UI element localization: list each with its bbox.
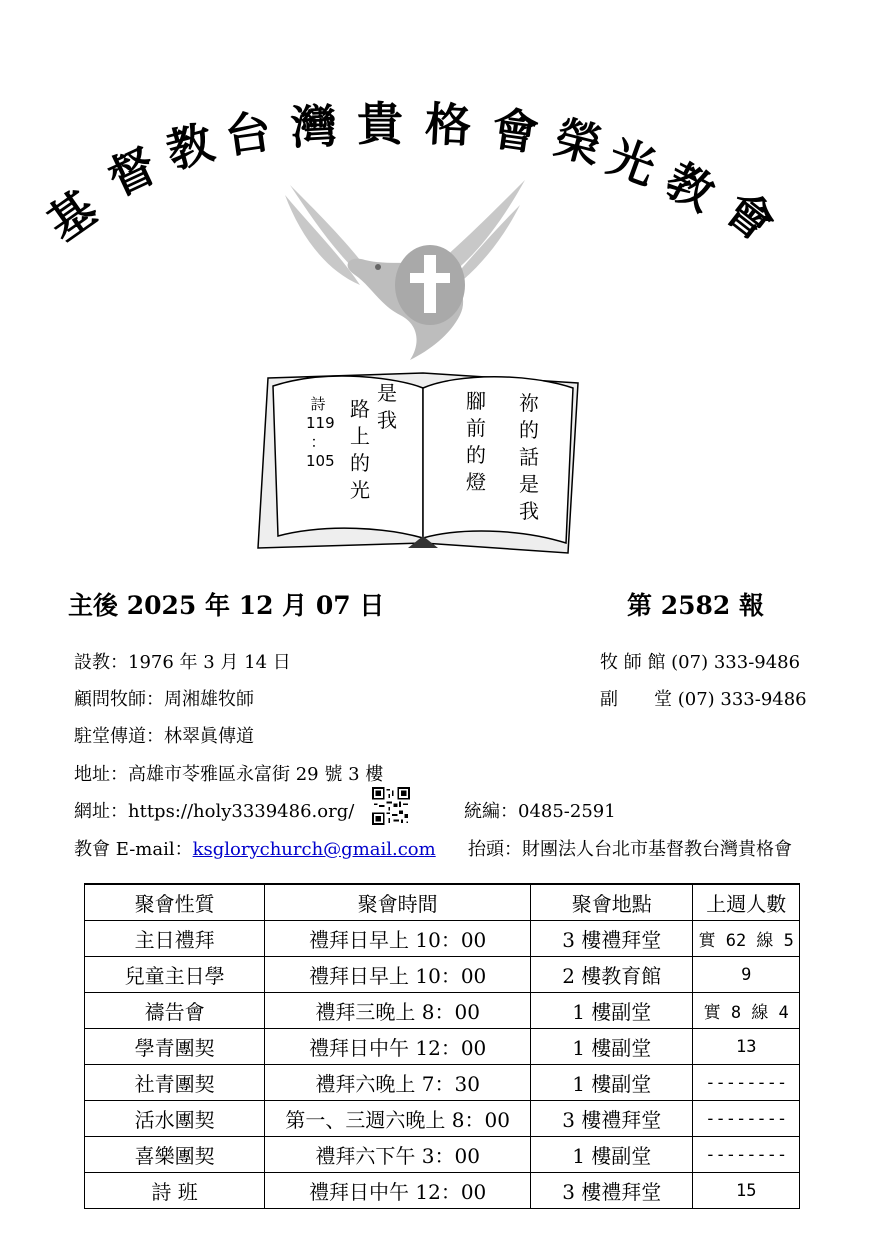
table-cell: -------- bbox=[693, 1101, 800, 1137]
title-char: 會 bbox=[715, 180, 785, 252]
table-row bbox=[85, 1137, 800, 1173]
table-cell: 禮拜日早上 10：00 bbox=[265, 921, 531, 957]
title-char: 貴 bbox=[357, 97, 403, 151]
header-meeting-type: 聚會性質 bbox=[85, 884, 265, 921]
header-meeting-time: 聚會時間 bbox=[265, 884, 531, 921]
table-cell: 實 62 線 5 bbox=[693, 921, 800, 957]
table-cell: 詩 班 bbox=[85, 1173, 265, 1209]
parsonage-phone: 牧 師 館 (07) 333-9486 bbox=[600, 652, 801, 673]
resident-preacher: 駐堂傳道：林翠眞傳道 bbox=[74, 726, 254, 747]
verse-reference: 詩 119 ： 105 bbox=[306, 395, 335, 470]
table-cell: 禮拜日早上 10：00 bbox=[265, 957, 531, 993]
table-cell: 禮拜日中午 12：00 bbox=[265, 1029, 531, 1065]
table-cell: 實 8 線 4 bbox=[693, 993, 800, 1029]
table-cell: 15 bbox=[693, 1173, 800, 1209]
table-row bbox=[85, 957, 800, 993]
bulletin-date: 主後 2025 年 12 月 07 日 bbox=[68, 591, 385, 620]
table-cell: -------- bbox=[693, 1137, 800, 1173]
title-char: 教 bbox=[657, 152, 723, 222]
title-char: 教 bbox=[160, 114, 220, 180]
email-label: 教會 E-mail： bbox=[74, 839, 193, 860]
table-row bbox=[85, 1173, 800, 1209]
side-hall-phone: 副 堂 (07) 333-9486 bbox=[600, 689, 807, 710]
table-cell: -------- bbox=[693, 1065, 800, 1101]
table-cell: 13 bbox=[693, 1029, 800, 1065]
table-cell: 禱告會 bbox=[85, 993, 265, 1029]
table-row bbox=[85, 993, 800, 1029]
header-last-week-count: 上週人數 bbox=[693, 884, 800, 921]
title-char: 光 bbox=[601, 128, 663, 196]
table-cell: 9 bbox=[693, 957, 800, 993]
table-row bbox=[85, 1065, 800, 1101]
table-row bbox=[85, 921, 800, 957]
title-char: 基 bbox=[37, 180, 107, 252]
table-cell: 活水團契 bbox=[85, 1101, 265, 1137]
verse-col-5: 祢 的 話 是 我 bbox=[519, 391, 539, 523]
table-cell: 3 樓禮拜堂 bbox=[531, 1173, 693, 1209]
table-cell: 禮拜六下午 3：00 bbox=[265, 1137, 531, 1173]
meeting-schedule-table bbox=[84, 883, 800, 1209]
table-cell: 3 樓禮拜堂 bbox=[531, 1101, 693, 1137]
church-address: 地址：高雄市苓雅區永富街 29 號 3 樓 bbox=[74, 764, 384, 785]
church-website[interactable]: 網址：https://holy3339486.org/ bbox=[74, 801, 355, 822]
qr-code-icon[interactable] bbox=[372, 787, 410, 825]
email-link[interactable]: ksglorychurch@gmail.com bbox=[192, 839, 436, 860]
table-header-row bbox=[85, 884, 800, 921]
table-cell: 1 樓副堂 bbox=[531, 1029, 693, 1065]
table-cell: 學青團契 bbox=[85, 1029, 265, 1065]
dove-cross-logo bbox=[270, 175, 530, 370]
table-cell: 禮拜六晚上 7：30 bbox=[265, 1065, 531, 1101]
table-cell: 1 樓副堂 bbox=[531, 1137, 693, 1173]
header-meeting-place: 聚會地點 bbox=[531, 884, 693, 921]
table-cell: 第一、三週六晚上 8：00 bbox=[265, 1101, 531, 1137]
title-char: 督 bbox=[99, 137, 165, 207]
verse-col-2: 路 上 的 光 bbox=[350, 397, 370, 502]
verse-col-4: 腳 前 的 燈 bbox=[466, 389, 486, 494]
table-cell: 兒童主日學 bbox=[85, 957, 265, 993]
title-char: 灣 bbox=[289, 98, 339, 156]
title-char: 格 bbox=[423, 96, 473, 154]
table-cell: 1 樓副堂 bbox=[531, 993, 693, 1029]
table-cell: 禮拜日中午 12：00 bbox=[265, 1173, 531, 1209]
table-row bbox=[85, 1101, 800, 1137]
table-cell: 3 樓禮拜堂 bbox=[531, 921, 693, 957]
table-row bbox=[85, 1029, 800, 1065]
email-line bbox=[74, 835, 436, 861]
legal-name: 抬頭：財團法人台北市基督教台灣貴格會 bbox=[468, 839, 792, 860]
table-cell: 喜樂團契 bbox=[85, 1137, 265, 1173]
table-cell: 1 樓副堂 bbox=[531, 1065, 693, 1101]
title-char: 會 bbox=[488, 101, 542, 161]
advisor-pastor: 顧問牧師：周湘雄牧師 bbox=[74, 689, 254, 710]
issue-number: 第 2582 報 bbox=[627, 591, 764, 620]
table-cell: 主日禮拜 bbox=[85, 921, 265, 957]
tax-id: 統編：0485-2591 bbox=[464, 801, 616, 822]
table-cell: 2 樓教育館 bbox=[531, 957, 693, 993]
verse-col-3: 是 我 bbox=[377, 381, 397, 432]
title-char: 榮 bbox=[549, 110, 607, 174]
table-cell: 禮拜三晚上 8：00 bbox=[265, 993, 531, 1029]
title-char: 台 bbox=[221, 104, 275, 164]
founded-date: 設教：1976 年 3 月 14 日 bbox=[74, 652, 291, 673]
table-cell: 社青團契 bbox=[85, 1065, 265, 1101]
